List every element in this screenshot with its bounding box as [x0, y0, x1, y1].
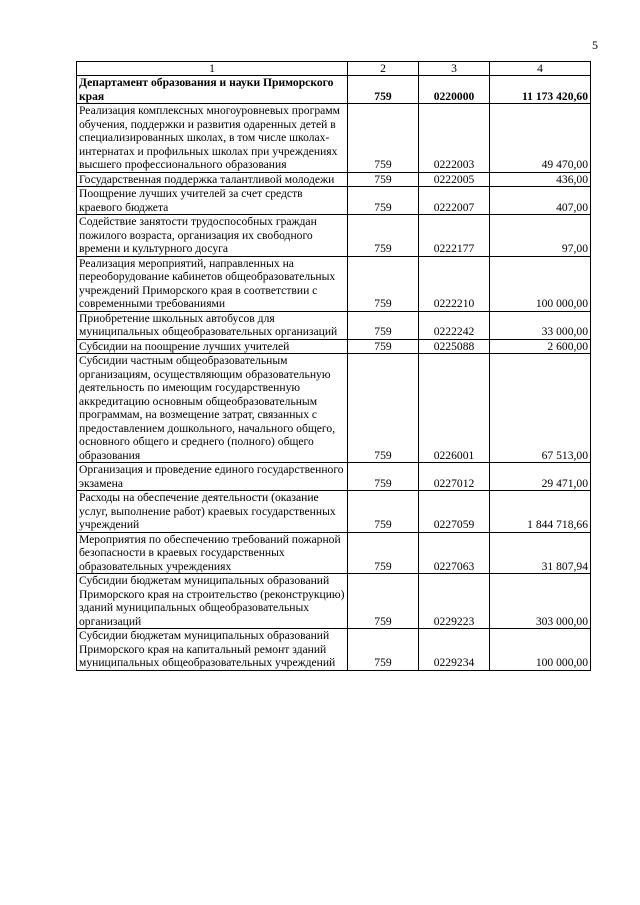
table-body [77, 76, 591, 671]
row-code: 759 [348, 629, 419, 671]
department-name: Департамент образования и науки Приморского края [77, 76, 348, 104]
table-header [77, 62, 591, 76]
table-row [77, 574, 591, 629]
row-code: 759 [348, 574, 419, 629]
row-target: 0222007 [419, 187, 490, 215]
row-code: 759 [348, 311, 419, 339]
row-target: 0225088 [419, 339, 490, 354]
row-code: 759 [348, 104, 419, 173]
row-sum: 1 844 718,66 [490, 491, 591, 533]
row-name: Расходы на обеспечение деятельности (оказание услуг, выполнение работ) краевых государственных учреждений [77, 491, 348, 533]
row-sum: 29 471,00 [490, 463, 591, 491]
table-row [77, 215, 591, 257]
row-name: Государственная поддержка талантливой молодежи [77, 172, 348, 187]
row-sum: 31 807,94 [490, 532, 591, 574]
row-target: 0229234 [419, 629, 490, 671]
table-row [77, 256, 591, 311]
department-target: 0220000 [419, 76, 490, 104]
department-row [77, 76, 591, 104]
row-code: 759 [348, 532, 419, 574]
table-row [77, 463, 591, 491]
header-col-3: 3 [419, 62, 490, 76]
table-row [77, 491, 591, 533]
row-sum: 436,00 [490, 172, 591, 187]
table-row [77, 311, 591, 339]
row-code: 759 [348, 172, 419, 187]
row-target: 0229223 [419, 574, 490, 629]
row-name: Мероприятия по обеспечению требований пожарной безопасности в краевых государственных образовательных учреждениях [77, 532, 348, 574]
row-sum: 407,00 [490, 187, 591, 215]
table-row [77, 629, 591, 671]
row-target: 0222177 [419, 215, 490, 257]
table-row [77, 354, 591, 463]
row-code: 759 [348, 256, 419, 311]
table-row [77, 532, 591, 574]
department-sum: 11 173 420,60 [490, 76, 591, 104]
row-code: 759 [348, 491, 419, 533]
row-name: Субсидии частным общеобразовательным организациям, осуществляющим образовательную деятельность по имеющим государственную аккредитацию основным общеобразовательным программам, на возмещение затрат, связанных с предоставлением дошкольного, начального общего, основного общего и среднего (полного) общего образования [77, 354, 348, 463]
row-name: Субсидии бюджетам муниципальных образований Приморского края на строительство (реконструкцию) зданий муниципальных общеобразовательных организаций [77, 574, 348, 629]
row-target: 0222003 [419, 104, 490, 173]
row-sum: 49 470,00 [490, 104, 591, 173]
row-sum: 67 513,00 [490, 354, 591, 463]
row-target: 0222005 [419, 172, 490, 187]
table-row [77, 104, 591, 173]
row-code: 759 [348, 354, 419, 463]
page-number: 5 [592, 38, 598, 52]
budget-table [76, 61, 591, 671]
row-target: 0222210 [419, 256, 490, 311]
row-name: Субсидии бюджетам муниципальных образований Приморского края на капитальный ремонт зданий муниципальных общеобразовательных учреждений [77, 629, 348, 671]
row-name: Реализация мероприятий, направленных на переоборудование кабинетов общеобразовательных учреждений Приморского края в соответствии с современными требованиями [77, 256, 348, 311]
row-code: 759 [348, 187, 419, 215]
row-code: 759 [348, 463, 419, 491]
header-col-1: 1 [77, 62, 348, 76]
row-name: Реализация комплексных многоуровневых программ обучения, поддержки и развития одаренных детей в специализированных школах, в том числе школах-интернатах и профильных школах при учреждениях высшего профессионального образования [77, 104, 348, 173]
row-code: 759 [348, 339, 419, 354]
row-name: Организация и проведение единого государственного экзамена [77, 463, 348, 491]
row-sum: 2 600,00 [490, 339, 591, 354]
row-code: 759 [348, 215, 419, 257]
row-sum: 303 000,00 [490, 574, 591, 629]
row-name: Субсидии на поощрение лучших учителей [77, 339, 348, 354]
row-target: 0227059 [419, 491, 490, 533]
table-row [77, 187, 591, 215]
row-name: Поощрение лучших учителей за счет средств краевого бюджета [77, 187, 348, 215]
table-row [77, 339, 591, 354]
row-sum: 100 000,00 [490, 629, 591, 671]
row-sum: 97,00 [490, 215, 591, 257]
header-row [77, 62, 591, 76]
row-target: 0226001 [419, 354, 490, 463]
table-row [77, 172, 591, 187]
row-name: Содействие занятости трудоспособных граждан пожилого возраста, организация их свободного времени и культурного досуга [77, 215, 348, 257]
row-target: 0222242 [419, 311, 490, 339]
row-target: 0227063 [419, 532, 490, 574]
header-col-4: 4 [490, 62, 591, 76]
row-sum: 33 000,00 [490, 311, 591, 339]
header-col-2: 2 [348, 62, 419, 76]
row-name: Приобретение школьных автобусов для муниципальных общеобразовательных организаций [77, 311, 348, 339]
department-code: 759 [348, 76, 419, 104]
row-target: 0227012 [419, 463, 490, 491]
row-sum: 100 000,00 [490, 256, 591, 311]
